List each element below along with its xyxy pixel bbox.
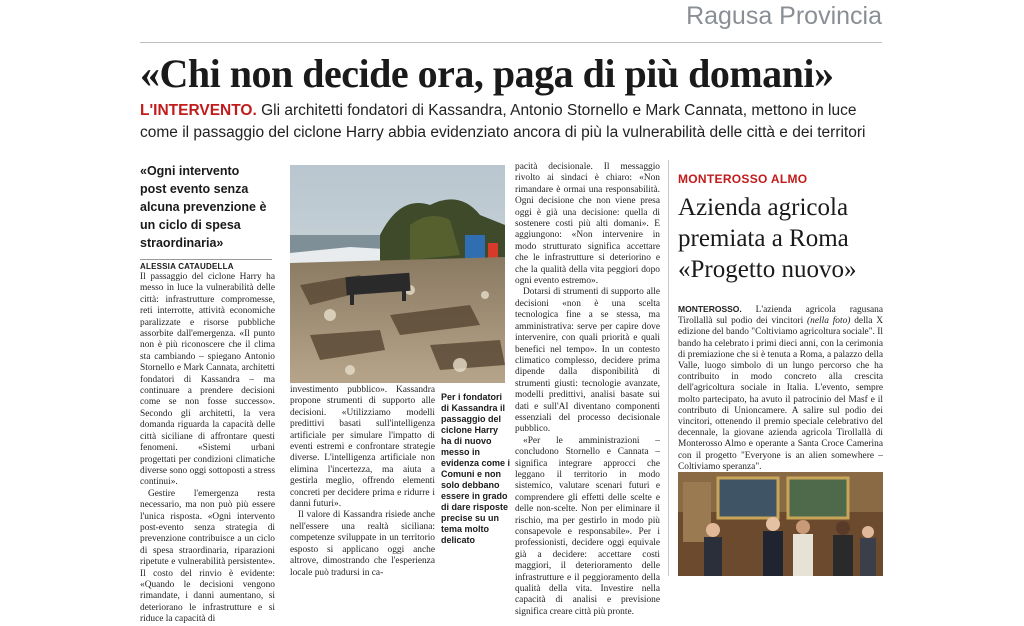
pull-quote: «Ogni intervento post evento senza alcuna prevenzione è un ciclo di spesa straordinaria» bbox=[140, 164, 267, 250]
paragraph: pacità decisionale. Il messaggio rivolto ai sindaci è chiaro: «Non rimandare è ormai una responsabilità. Ogni decisione che non viene presa oggi è già una decisione: quella di sostenere costi più alti domani». E aggiungono: «Non intervenire in modo strutturato significa accettare che le infrastrutture si deteriorino e che la qualità della vita peggiori dopo ogni evento estremo». bbox=[515, 162, 660, 287]
sidebar-text-rest: della X edizione del bando "Coltiviamo agricoltura sociale". Il bando ha celebrato i primi dieci anni, con la cerimonia di premiazione che si è tenuta a Roma, a palazzo della Valle, luogo simbolo di un lungo percorso che ha contribuito in modo concreto alla crescita dell'agricoltura sociale in Italia. L'evento, sempre molto partecipato, ha avuto il patrocinio del Masf e il contributo di Unioncamere. A salire sul podio dei vincitori, ottenendo il premio speciale celebrativo del decennale, la giovane azienda agricola Tirollallà di Monterosso Almo e operante a Santa Croce Camerina con il progetto "Everyone is an alien somewhere – Coltiviamo speranza". bbox=[678, 316, 884, 472]
header-rule bbox=[140, 42, 882, 43]
byline: ALESSIA CATAUDELLA bbox=[140, 259, 272, 271]
column-divider bbox=[668, 160, 669, 576]
beach-debris-photo bbox=[290, 165, 505, 383]
paragraph: «Per le amministrazioni – concludono Stornello e Cannata – significa integrare approcci che leggano il territorio in modo sistemico, valutare scenari futuri e comprendere gli effetti delle scelte e delle non-scelte. Non per eliminare il rischio, ma per gestirlo in modo più consapevole e responsabile». Per i professionisti, decidere oggi equivale già a decidere: accettare costi maggiori, il deterioramento delle infrastrutture e il peggioramento della qualità della vita. Investire nella capacità di analisi e previsione significa creare città più pronte. bbox=[515, 435, 660, 617]
article-column-3 bbox=[515, 162, 660, 618]
paragraph: Dotarsi di strumenti di supporto alle decisioni «non è una scelta tecnologica fine a se stessa, ma amministrativa: serve per capire dove intervenire, con quali priorità e quali benefici nel tempo». In un contesto climatico complesso, decidere prima dipende dalla disponibilità di strumenti giusti: tecnologie avanzate, modelli predittivi, analisi basate sui dati e sull'AI diventano componenti essenziali del processo decisionale pubblico. bbox=[515, 287, 660, 435]
article-kicker: L'INTERVENTO. bbox=[140, 102, 257, 119]
sidebar-text: L'azienda agricola ragusana Tirollallà sul podio dei vincitori bbox=[678, 305, 884, 327]
sidebar-headline: Azienda agricola premiata a Roma «Progetto nuovo» bbox=[678, 194, 857, 283]
photo-caption: Per i fondatori di Kassandra il passaggio del ciclone Harry ha di nuovo messo in evidenza come i Comuni e non solo debbano essere in grado di dare risposte precise su un tema molto delicato bbox=[441, 392, 511, 545]
paragraph: Gestire l'emergenza resta necessario, ma non può più essere l'unica risposta. «Ogni intervento post-evento senza strategia di prevenzione contribuisce a un ciclo di spesa straordinaria, riparazioni ripetute e vulnerabilità persistente». Il costo del rinvio è evidente: «Quando le decisioni vengono rimandate, i danni aumentano, si deteriorano le infrastrutture e si riduce la capacità di bbox=[140, 488, 275, 625]
paragraph: investimento pubblico». Kassandra propone strumenti di supporto alle decisioni. «Utilizziamo modelli predittivi basati sull'intelligenza artificiale per simulare l'impatto di eventi estremi e confrontare strategie diverse. L'intelligenza artificiale non elimina l'incertezza, ma aiuta a gestirla meglio, offrendo elementi concreti per decidere prima e ridurre i danni futuri». bbox=[290, 385, 435, 510]
section-header: Ragusa Provincia bbox=[686, 2, 882, 30]
article-column-1 bbox=[140, 272, 275, 626]
paragraph: Il valore di Kassandra risiede anche nell'essere una realtà siciliana: competenze sviluppate in un territorio esposto si applicano oggi anche altrove, dimostrando che l'esperienza locale può tradursi in ca- bbox=[290, 510, 435, 578]
paragraph: Il passaggio del ciclone Harry ha messo in luce la vulnerabilità delle città: infrastrutture compromesse, reti interrotte, attività economiche paralizzate e risorse pubbliche assorbite dall'emergenza. «Il punto non è più riconoscere che il clima sta cambiando – spiegano Antonio Stornello e Mark Cannata, architetti fondatori di Kassandra – ma continuare a prendere decisioni come se non fosse successo». Secondo gli architetti, la vera domanda riguarda la capacità delle città siciliane di affrontare questi fenomeni. «Sistemi urbani progettati per condizioni climatiche diverse sono oggi sottoposti a stress continui». bbox=[140, 272, 275, 488]
award-ceremony-photo bbox=[678, 472, 883, 576]
article-headline: «Chi non decide ora, paga di più domani» bbox=[140, 51, 834, 96]
dateline: MONTEROSSO. bbox=[678, 304, 742, 314]
article-subhead-text: Gli architetti fondatori di Kassandra, Antonio Stornello e Mark Cannata, mettono in luce come il passaggio del ciclone Harry abbia evidenziato ancora di più la vulnerabilità delle città e dei territori bbox=[140, 102, 866, 141]
paragraph bbox=[678, 304, 883, 473]
article-column-2 bbox=[290, 385, 435, 579]
sidebar-kicker: MONTEROSSO ALMO bbox=[678, 172, 808, 186]
sidebar-text-italic: (nella foto) bbox=[807, 316, 851, 327]
article-subhead bbox=[140, 100, 890, 144]
